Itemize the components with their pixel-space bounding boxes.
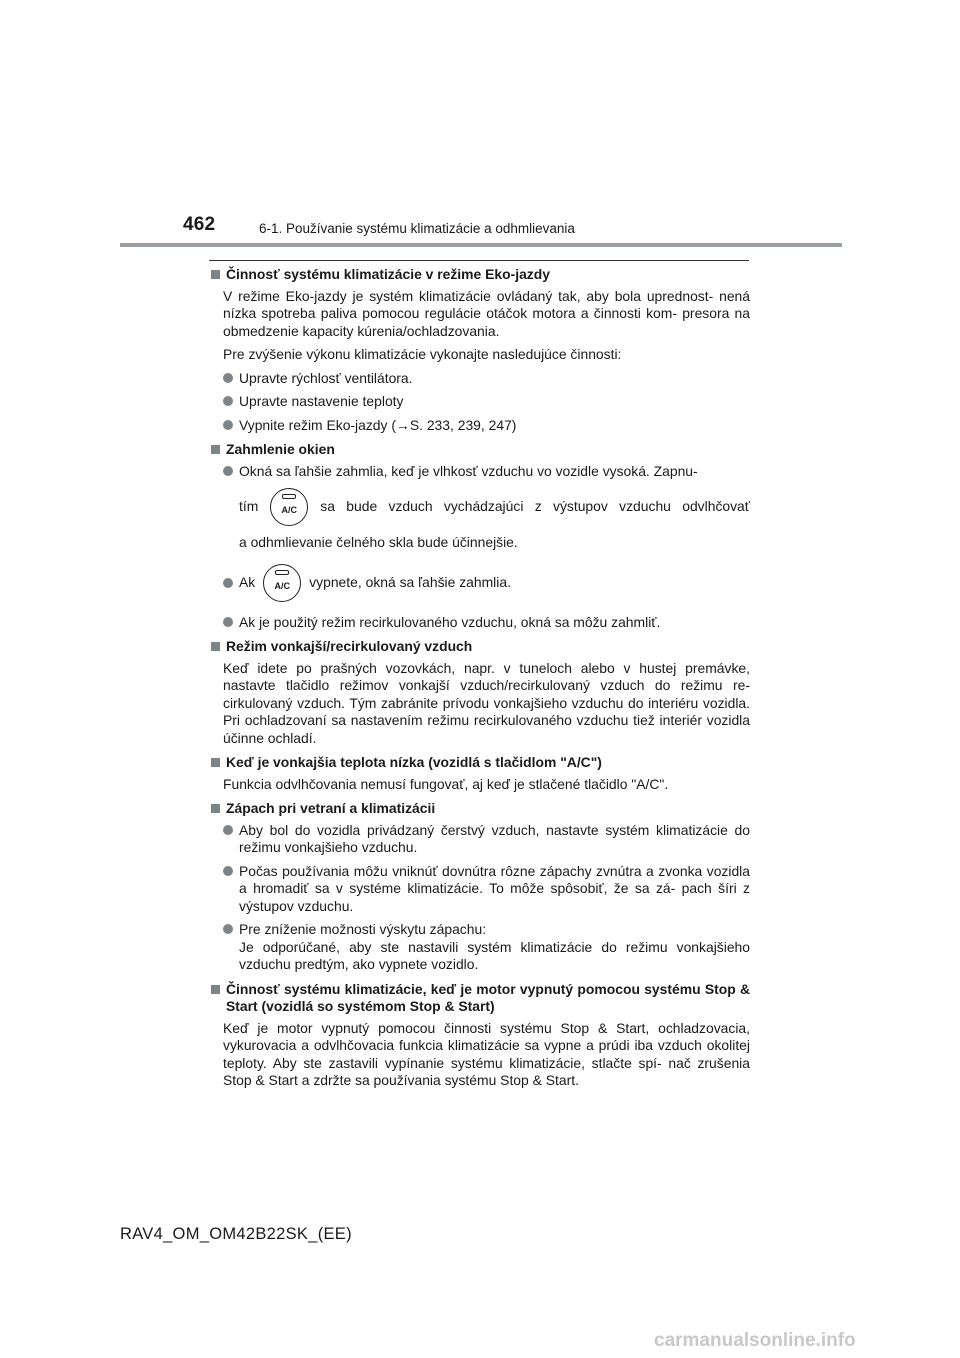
square-bullet-icon — [211, 642, 220, 651]
bullet-dot-icon — [223, 617, 233, 627]
list-item: Ak je použitý režim recirkulovaného vzduchu, okná sa môžu zahmliť. — [223, 614, 750, 632]
bullet-dot-icon — [223, 825, 233, 835]
section-heading-stopstart: Činnosť systému klimatizácie, keď je motor vypnutý pomocou systému Stop & Start (vozidlá so systémom Stop & Start) — [209, 981, 750, 1016]
list-item: Vypnite režim Eko-jazdy (→S. 233, 239, 247) — [223, 417, 750, 435]
section-heading-recirc: Režim vonkajší/recirkulovaný vzduch — [209, 638, 750, 656]
square-bullet-icon — [211, 270, 220, 279]
page-number: 462 — [183, 214, 216, 235]
list-item: Okná sa ľahšie zahmlia, keď je vlhkosť vzduchu vo vozidle vysoká. Zapnu- tím A/C sa bude vzduch vychádzajúci z výstupov vzduchu odvlhčovať a odhmlievanie čelného skla bude účinnejšie. — [223, 463, 750, 552]
bullet-dot-icon — [223, 396, 233, 406]
list-item: Počas používania môžu vniknúť dovnútra rôzne zápachy zvnútra a zvonka vozidla a hromadiť sa v systéme klimatizácie. To môže spôsobiť, že sa zá- pach šíri z výstupov vzduchu. — [223, 863, 750, 916]
list-item: Upravte rýchlosť ventilátora. — [223, 370, 750, 388]
list-item: Upravte nastavenie teploty — [223, 393, 750, 411]
bullet-dot-icon — [223, 466, 233, 476]
bullet-dot-icon — [223, 866, 233, 876]
section-heading-lowtemp: Keď je vonkajšia teplota nízka (vozidlá s tlačidlom "A/C") — [209, 754, 750, 772]
watermark-logo: carmanualsonline.info — [654, 1330, 856, 1351]
eco-paragraph: V režime Eko-jazdy je systém klimatizácie ovládaný tak, aby bola uprednost- nená nízka spotreba paliva pomocou regulácie otáčok motora a činnosti kom- presora na obmedzenie kapacity kúrenia/ochladzovania. — [223, 287, 750, 339]
section-heading-eco: Činnosť systému klimatizácie v režime Eko-jazdy — [209, 266, 750, 284]
bullet-dot-icon — [223, 420, 233, 430]
square-bullet-icon — [211, 985, 220, 994]
ac-button-icon: A/C — [263, 564, 301, 602]
section-heading-fog: Zahmlenie okien — [209, 441, 750, 459]
list-item: Pre zníženie možnosti výskytu zápachu: Je odporúčané, aby ste nastavili systém klimatizácie do režimu vonkajšieho vzduchu predtým, ako vypnete vozidlo. — [223, 921, 750, 974]
chapter-title: 6-1. Používanie systému klimatizácie a odhmlievania — [259, 221, 575, 236]
square-bullet-icon — [211, 445, 220, 454]
bullet-dot-icon — [223, 373, 233, 383]
square-bullet-icon — [211, 758, 220, 767]
section-body-eco — [223, 288, 750, 364]
ac-button-icon: A/C — [270, 488, 308, 526]
list-item: Aby bol do vozidla privádzaný čerstvý vzduch, nastavte systém klimatizácie do režimu vonkajšieho vzduchu. — [223, 822, 750, 857]
square-bullet-icon — [211, 804, 220, 813]
content-rule — [209, 260, 749, 261]
bullet-dot-icon — [223, 578, 233, 588]
section-body-recirc: Keď idete po prašných vozovkách, napr. v tuneloch alebo v hustej premávke, nastavte tlačidlo režimov vonkajší vzduch/recirkulovaný vzduch do režimu re- cirkulovaný vzduch. Tým zabránite prívodu vonkajšieho vzduchu do interiéru vozidla. Pri ochladzovaní sa nastavením režimu recirkulovaného vzduchu tiež interiér vozidla účinne ochladí. — [223, 659, 750, 746]
eco-paragraph-2: Pre zvýšenie výkonu klimatizácie vykonajte nasledujúce činnosti: — [223, 346, 622, 362]
section-body-stopstart: Keď je motor vypnutý pomocou činnosti systému Stop & Start, ochladzovacia, vykurovacia a odvlhčovacia funkcia klimatizácie sa vypne a prúdi iba vzduch okolitej teploty. Aby ste zastavili vypínanie systému klimatizácie, stlačte spí- nač zrušenia Stop & Start a zdržte sa používania systému Stop & Start. — [223, 1019, 750, 1088]
list-item: Ak A/C vypnete, okná sa ľahšie zahmlia. — [223, 558, 750, 608]
document-code: RAV4_OM_OM42B22SK_(EE) — [120, 1225, 352, 1243]
page-content — [209, 266, 750, 1090]
section-heading-odor: Zápach pri vetraní a klimatizácii — [209, 800, 750, 818]
section-body-lowtemp: Funkcia odvlhčovania nemusí fungovať, aj keď je stlačené tlačidlo "A/C". — [223, 775, 669, 792]
bullet-dot-icon — [223, 924, 233, 934]
header-rule — [120, 243, 842, 247]
